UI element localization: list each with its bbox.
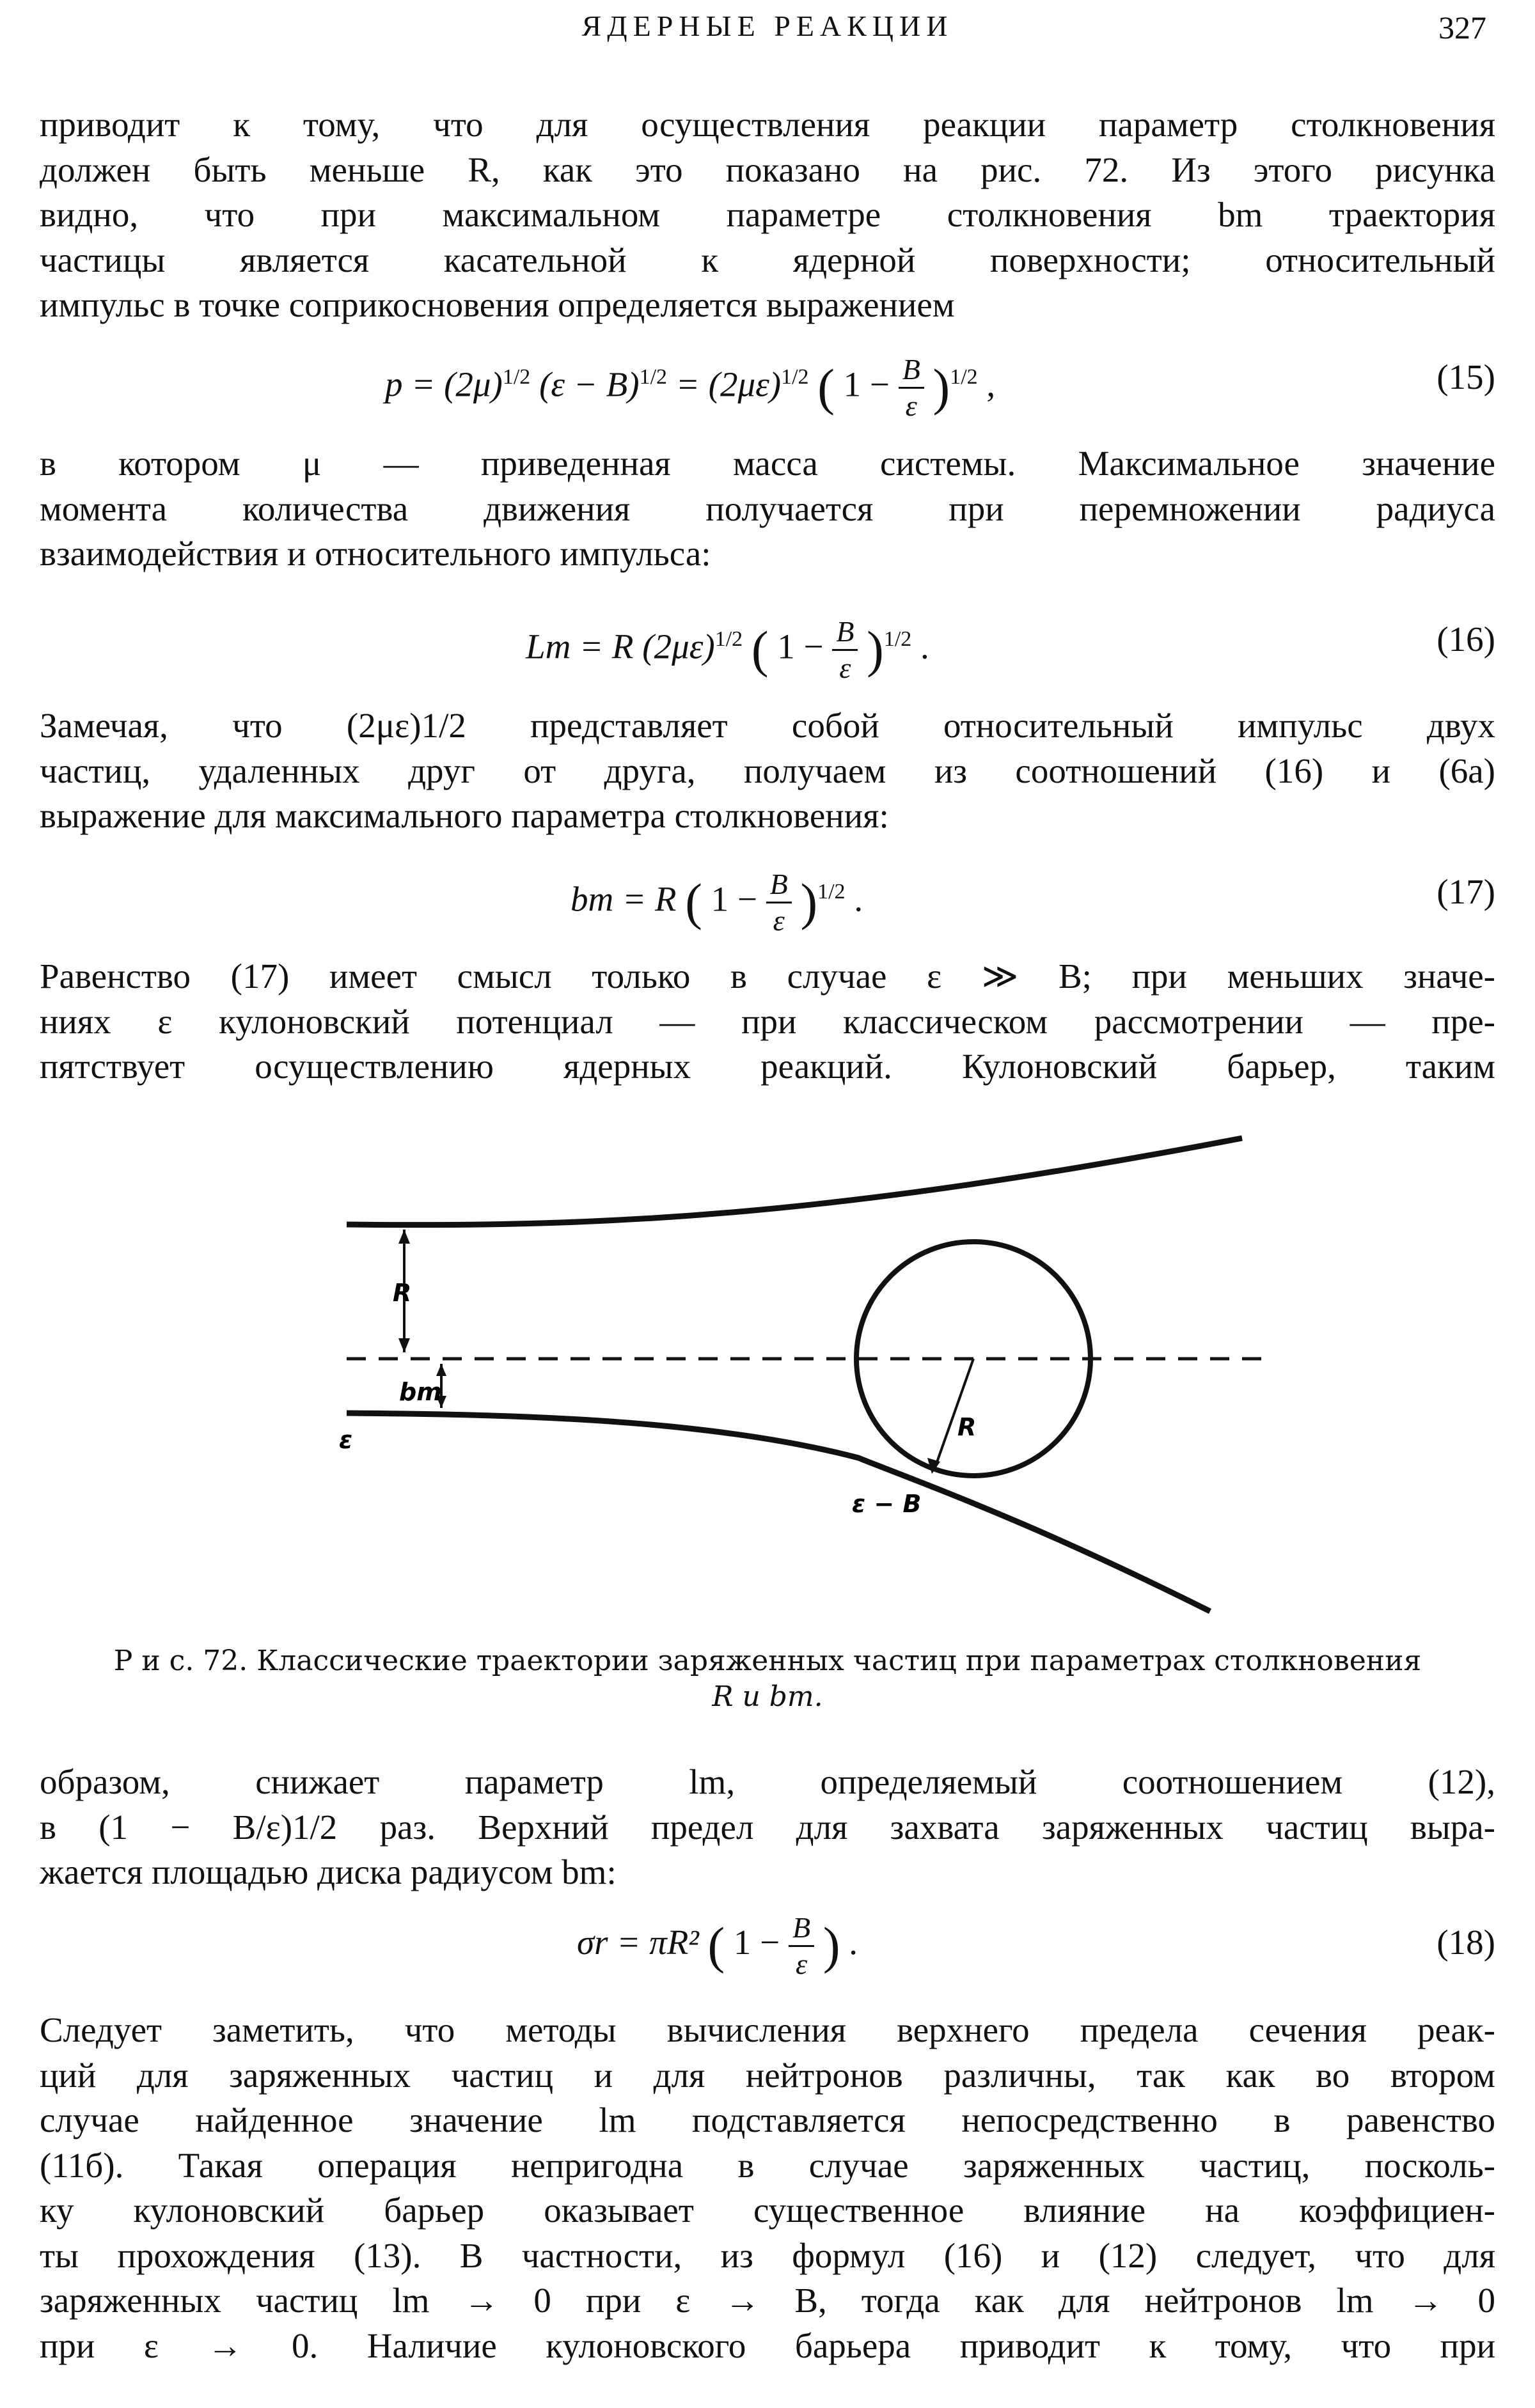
text-line: приводит к тому, что для осуществления реакции параметр столкновения — [40, 105, 1495, 144]
equation-15 — [40, 339, 1495, 423]
eq18-lhs: σr = πR² — [577, 1923, 699, 1962]
eq16-fraction — [832, 617, 858, 683]
eq18-denominator: ε — [795, 1947, 808, 1980]
text-line: видно, что при максимальном параметре столкновения bm траектория — [40, 195, 1495, 234]
text-line: заряженных частиц lm → 0 при ε → B, тогда как для нейтронов lm → 0 — [40, 2281, 1495, 2320]
page-number: 327 — [1438, 10, 1486, 45]
text-line: в (1 − B/ε)1/2 раз. Верхний предел для захвата заряженных частиц выра- — [40, 1807, 1495, 1847]
lower-trajectory — [347, 1413, 1210, 1611]
caption-line-2: R и bm. — [712, 1680, 823, 1713]
eq16-denominator: ε — [839, 652, 851, 685]
text-line: жается площадью диска радиусом bm: — [40, 1852, 617, 1891]
text-line: ниях ε кулоновский потенциал — при классическом рассмотрении — пре- — [40, 1001, 1495, 1041]
text-line: импульс в точке соприкосновения определяется выражением — [40, 285, 955, 324]
eq16-lhs: Lm = R (2με) — [526, 627, 715, 666]
text-line: случае найденное значение lm подставляется непосредственно в равенство — [40, 2100, 1495, 2139]
left-paren: ( — [817, 359, 835, 416]
eq17-tail: . — [854, 879, 863, 919]
eq18-fraction — [789, 1913, 814, 1979]
paragraph-3 — [40, 703, 1495, 839]
equation-16 — [40, 601, 1495, 685]
eq15-lhs: p = (2μ) — [385, 364, 503, 404]
text-line: ты прохождения (13). В частности, из формул (16) и (12) следует, что для — [40, 2235, 1495, 2275]
right-paren: ) — [867, 622, 884, 678]
book-page — [40, 0, 1495, 2408]
left-paren: ( — [751, 622, 769, 678]
text-line: ку кулоновский барьер оказывает существенное влияние на коэффициен- — [40, 2191, 1495, 2230]
right-paren: ) — [823, 1918, 840, 1974]
text-line: частиц, удаленных друг от друга, получаем из соотношений (16) и (6а) — [40, 751, 1495, 790]
caption-line-1: Р и с. 72. Классические траектории заряженных частиц при параметрах столкновения — [113, 1645, 1422, 1677]
page-header — [40, 9, 1495, 54]
label-bm: bm — [399, 1378, 442, 1406]
text-line: при ε → 0. Наличие кулоновского барьера приводит к тому, что при — [40, 2326, 1495, 2365]
paragraph-1 — [40, 102, 1495, 328]
right-paren: ) — [933, 359, 950, 416]
eq17-one-minus: 1 − — [711, 879, 757, 919]
equation-number: (15) — [1437, 357, 1495, 396]
eq17-exp: 1/2 — [817, 880, 846, 903]
figure-caption — [91, 1643, 1444, 1715]
text-line: ций для заряженных частиц и для нейтронов различны, так как во втором — [40, 2055, 1495, 2095]
eq15-denominator: ε — [905, 389, 917, 423]
running-title: ЯДЕРНЫЕ РЕАКЦИИ — [581, 10, 954, 42]
text-line: частицы является касательной к ядерной поверхности; относительный — [40, 240, 1495, 279]
paragraph-5 — [40, 1760, 1495, 1895]
text-line: в котором μ — приведенная масса системы. Максимальное значение — [40, 444, 1495, 483]
label-epsilon: ε — [339, 1426, 353, 1454]
text-line: пятствует осуществлению ядерных реакций. Кулоновский барьер, таким — [40, 1047, 1495, 1086]
text-line: выражение для максимального параметра столкновения: — [40, 796, 889, 835]
eq18-one-minus: 1 − — [733, 1923, 780, 1962]
equation-number: (18) — [1437, 1923, 1495, 1962]
equation-number: (16) — [1437, 620, 1495, 659]
text-line: Следует заметить, что методы вычисления верхнего предела сечения реак- — [40, 2010, 1495, 2049]
text-line: Равенство (17) имеет смысл только в случае ε ≫ B; при меньших значе- — [40, 957, 1495, 996]
equation-17 — [40, 854, 1495, 937]
paragraph-4 — [40, 954, 1495, 1090]
label-eps-minus-B: ε − B — [852, 1490, 922, 1518]
eq17-lhs: bm = R — [571, 879, 677, 919]
eq17-numerator: B — [766, 870, 792, 903]
equation-18 — [40, 1904, 1495, 1981]
paragraph-6 — [40, 2008, 1495, 2368]
label-R-left: R — [393, 1279, 412, 1307]
R-arrow-bottom — [398, 1338, 410, 1352]
eq15-exp2: 1/2 — [639, 365, 668, 389]
eq15-exp1: 1/2 — [502, 365, 531, 389]
eq15-part3: = (2με) — [675, 364, 782, 404]
equation-17-formula — [571, 854, 863, 941]
equation-number: (17) — [1437, 872, 1495, 911]
bm-arrow-top — [436, 1364, 446, 1376]
equation-18-formula — [577, 1904, 858, 1984]
eq18-tail: . — [849, 1923, 858, 1962]
text-line: взаимодействия и относительного импульса: — [40, 534, 711, 573]
eq15-tail: , — [986, 364, 996, 404]
eq16-tail: . — [920, 627, 929, 666]
equation-15-formula — [385, 339, 995, 426]
eq15-part2: (ε − B) — [539, 364, 640, 404]
paragraph-2 — [40, 441, 1495, 577]
eq15-exp4: 1/2 — [950, 365, 978, 389]
eq16-exp2: 1/2 — [883, 627, 912, 651]
R-arrow-top — [398, 1230, 410, 1244]
left-paren: ( — [707, 1918, 725, 1974]
text-line: момента количества движения получается при перемножении радиуса — [40, 489, 1495, 528]
left-paren: ( — [685, 874, 702, 931]
eq17-denominator: ε — [773, 904, 785, 937]
text-line: должен быть меньше R, как это показано на рис. 72. Из этого рисунка — [40, 150, 1495, 189]
eq16-one-minus: 1 − — [777, 627, 824, 666]
eq16-exp1: 1/2 — [714, 627, 743, 651]
eq15-numerator: B — [899, 355, 924, 389]
trajectory-figure — [295, 1100, 1319, 1630]
eq18-numerator: B — [789, 1913, 814, 1947]
eq16-numerator: B — [832, 617, 858, 651]
right-paren: ) — [800, 874, 818, 931]
eq15-fraction — [899, 355, 924, 421]
label-R-circle: R — [957, 1413, 977, 1441]
eq15-exp3: 1/2 — [781, 365, 809, 389]
upper-trajectory — [347, 1138, 1242, 1225]
eq17-fraction — [766, 870, 792, 935]
equation-16-formula — [526, 601, 929, 689]
text-line: Замечая, что (2με)1/2 представляет собой относительный импульс двух — [40, 706, 1495, 745]
eq15-one-minus: 1 − — [843, 364, 890, 404]
text-line: образом, снижает параметр lm, определяемый соотношением (12), — [40, 1762, 1495, 1801]
text-line: (11б). Такая операция непригодна в случае заряженных частиц, посколь- — [40, 2145, 1495, 2185]
